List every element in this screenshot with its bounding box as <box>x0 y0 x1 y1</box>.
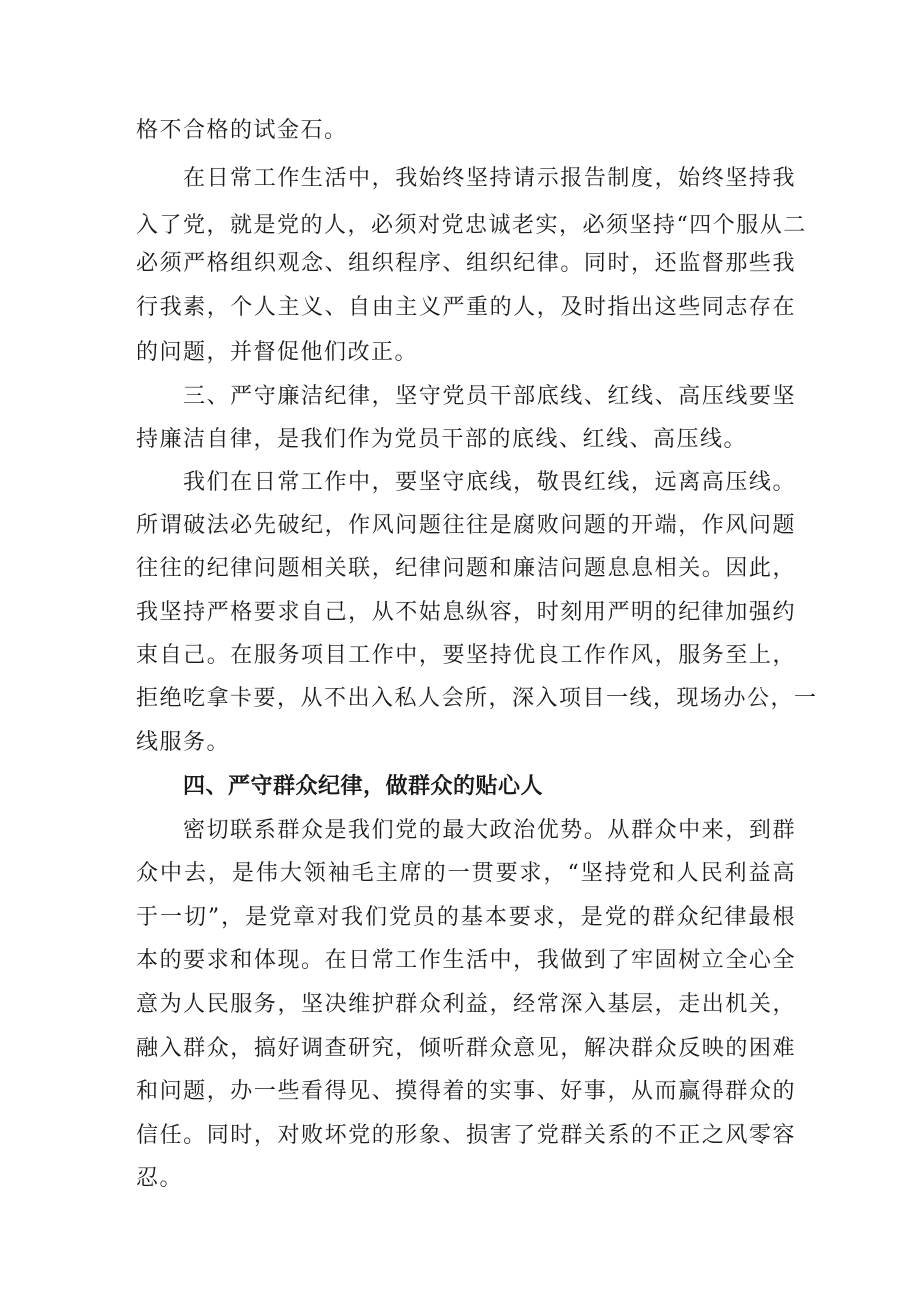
text-line: 入了党，就是党的人，必须对党忠诚老实，必须坚持“四个服从二 <box>136 213 807 238</box>
text-line: 拒绝吃拿卡要，从不出入私人会所，深入项目一线，现场办公，一 <box>136 686 818 711</box>
text-line: 密切联系群众是我们党的最大政治优势。从群众中来，到群 <box>183 818 796 843</box>
text-line: 束自己。在服务项目工作中，要坚持优良工作作风，服务至上， <box>136 643 796 668</box>
text-line: 往往的纪律问题相关联，纪律问题和廉洁问题息息相关。因此， <box>136 556 796 581</box>
text-line: 于一切”，是党章对我们党员的基本要求，是党的群众纪律最根 <box>136 905 796 930</box>
text-line: 众中去，是伟大领袖毛主席的一贯要求，“坚持党和人民利益高 <box>136 861 796 886</box>
text-line: 在日常工作生活中，我始终坚持请示报告制度，始终坚持我 <box>183 166 796 191</box>
section-title-line: 三、严守廉洁纪律，坚守党员干部底线、红线、高压线要坚 <box>183 384 796 409</box>
section-heading: 四、严守群众纪律，做群众的贴心人 <box>183 774 544 799</box>
text-line: 融入群众，搞好调查研究，倾听群众意见，解决群众反映的困难 <box>136 1036 796 1061</box>
text-line: 我坚持严格要求自己，从不姑息纵容，时刻用严明的纪律加强约 <box>136 600 796 625</box>
text-line: 我们在日常工作中，要坚守底线，敬畏红线，远离高压线。 <box>183 470 796 495</box>
text-line: 格不合格的试金石。 <box>136 118 348 143</box>
text-line: 所谓破法必先破纪，作风问题往往是腐败问题的开端，作风问题 <box>136 513 796 538</box>
text-line: 线服务。 <box>136 730 231 755</box>
text-line: 信任。同时，对败坏党的形象、损害了党群关系的不正之风零容 <box>136 1123 796 1148</box>
text-line: 意为人民服务，坚决维护群众利益，经常深入基层，走出机关， <box>136 992 796 1017</box>
text-line: 持廉洁自律，是我们作为党员干部的底线、红线、高压线。 <box>136 427 748 452</box>
text-line: 行我素，个人主义、自由主义严重的人，及时指出这些同志存在 <box>136 295 796 320</box>
text-line: 的问题，并督促他们改正。 <box>136 340 419 365</box>
text-line: 忍。 <box>136 1166 184 1191</box>
text-line: 和问题，办一些看得见、摸得着的实事、好事，从而赢得群众的 <box>136 1079 796 1104</box>
text-line: 必须严格组织观念、组织程序、组织纪律。同时，还监督那些我 <box>136 251 796 276</box>
text-line: 本的要求和体现。在日常工作生活中，我做到了牢固树立全心全 <box>136 948 796 973</box>
